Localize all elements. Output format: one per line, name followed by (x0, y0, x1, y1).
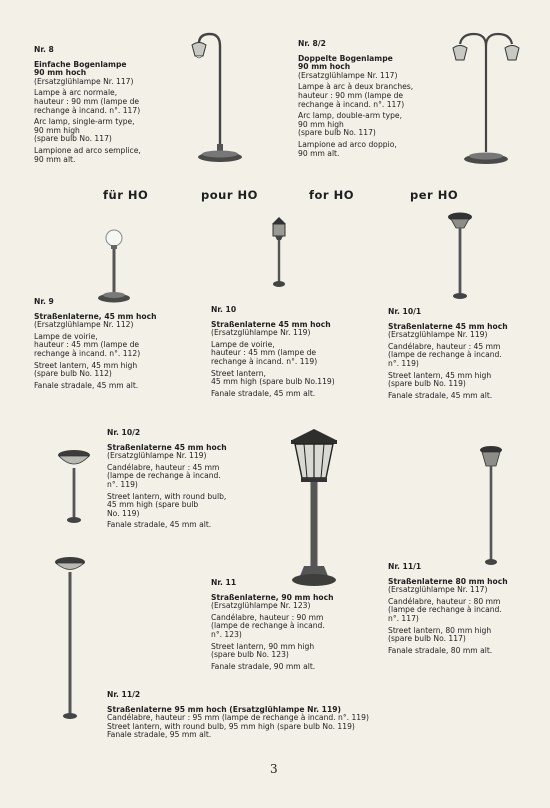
header-fuer-ho: für HO (103, 188, 149, 202)
item-nr10 (211, 306, 371, 398)
item-text: Candélabre, hauteur : 90 mm (lampe de rechange à incand. n°. 123) (211, 612, 325, 639)
item-number: Nr. 11/2 (107, 690, 141, 699)
double-arc-lamp-illustration (446, 26, 526, 166)
item-text: Street lantern, 45 mm high (spare bulb No.119) (211, 368, 335, 387)
page-number: 3 (270, 762, 278, 776)
item-number: Nr. 10/2 (107, 428, 141, 437)
item-number: Nr. 9 (34, 297, 54, 306)
single-arc-lamp-illustration (188, 28, 248, 164)
item-text: (Ersatzglühlampe Nr. 112) (34, 320, 134, 330)
item-number: Nr. 10 (211, 305, 237, 314)
item-text: Fanale stradale, 45 mm alt. (107, 520, 212, 530)
small-lantern-illustration (264, 214, 294, 290)
bulb-street-lantern-illustration (92, 226, 136, 306)
item-text: Fanale stradale, 45 mm alt. (211, 388, 316, 398)
item-text: (Ersatzglühlampe Nr. 117) (388, 585, 488, 595)
item-text: Street lantern, 45 mm high (spare bulb No. 119) (388, 370, 492, 389)
header-pour-ho: pour HO (201, 188, 258, 202)
item-title: Straßenlaterne 45 mm hoch (388, 321, 508, 331)
item-text: Fanale stradale, 80 mm alt. (388, 645, 493, 655)
item-text: Street lantern, 80 mm high (spare bulb No. 117) (388, 625, 492, 644)
item-text: Arc lamp, double-arm type, 90 mm high (spare bulb No. 117) (298, 111, 402, 138)
item-nr8 (34, 46, 194, 164)
item-title: Straßenlaterne, 90 mm hoch (211, 592, 334, 602)
item-text: (Ersatzglühlampe Nr. 117) (298, 70, 398, 80)
tall-lantern-illustration (476, 444, 506, 568)
item-nr9 (34, 298, 194, 390)
item-text: (Ersatzglühlampe Nr. 119) (388, 330, 488, 340)
item-title: Straßenlaterne 95 mm hoch (Ersatzglühlampe Nr. 119) (107, 704, 341, 714)
item-text: Fanale stradale, 45 mm alt. (34, 380, 139, 390)
item-nr10-1 (388, 308, 538, 400)
item-nr11-2 (107, 691, 437, 740)
item-title: Straßenlaterne 45 mm hoch (107, 442, 227, 452)
item-number: Nr. 8 (34, 45, 54, 54)
item-number: Nr. 8/2 (298, 39, 326, 48)
item-text: Candélabre, hauteur : 45 mm (lampe de rechange à incand. n°. 119) (388, 341, 502, 368)
item-text: (Ersatzglühlampe Nr. 119) (211, 328, 311, 338)
item-text: Lampe à arc à deux branches, hauteur : 90 mm (lampe de rechange à incand. n°. 117) (298, 82, 414, 109)
item-text: Arc lamp, single-arm type, 90 mm high (spare bulb No. 117) (34, 117, 135, 144)
item-text: Candélabre, hauteur : 45 mm (lampe de rechange à incand. n°. 119) (107, 462, 221, 489)
item-title: Straßenlaterne 45 mm hoch (211, 319, 331, 329)
item-text: Lampe de voirie, hauteur : 45 mm (lampe de rechange à incand. n°. 112) (34, 331, 141, 358)
item-nr8-2 (298, 40, 448, 158)
item-text: (Ersatzglühlampe Nr. 123) (211, 601, 311, 611)
item-text: Fanale stradale, 95 mm alt. (107, 730, 212, 740)
item-text: Candélabre, hauteur : 80 mm (lampe de rechange à incand. n°. 117) (388, 596, 502, 623)
item-text: Street lantern, with round bulb, 95 mm high (spare bulb No. 119) (107, 721, 355, 731)
item-text: (Ersatzglühlampe Nr. 119) (107, 451, 207, 461)
item-text: Street lantern, 90 mm high (spare bulb No. 123) (211, 641, 315, 660)
header-for-ho: for HO (309, 188, 354, 202)
round-bulb-lantern-illustration (54, 446, 94, 528)
large-lantern-illustration (286, 428, 342, 590)
header-per-ho: per HO (410, 188, 459, 202)
item-nr11-1 (388, 563, 538, 655)
item-text: Candélabre, hauteur : 95 mm (lampe de rechange à incand. n°. 119) (107, 713, 369, 723)
tall-round-bulb-lantern-illustration (52, 554, 88, 724)
item-title: Straßenlaterne 80 mm hoch (388, 576, 508, 586)
item-text: Street lantern, with round bulb, 45 mm high (spare bulb No. 119) (107, 491, 227, 518)
item-title: Einfache Bogenlampe 90 mm hoch (34, 59, 127, 78)
candelabra-lantern-illustration (443, 210, 477, 302)
item-text: Fanale stradale, 45 mm alt. (388, 390, 493, 400)
item-text: (Ersatzglühlampe Nr. 117) (34, 76, 134, 86)
item-text: Street lantern, 45 mm high (spare bulb No. 112) (34, 360, 138, 379)
item-number: Nr. 11 (211, 578, 237, 587)
item-nr10-2 (107, 429, 267, 530)
item-number: Nr. 11/1 (388, 562, 422, 571)
item-number: Nr. 10/1 (388, 307, 422, 316)
item-title: Straßenlaterne, 45 mm hoch (34, 311, 157, 321)
item-text: Lampione ad arco doppio, 90 mm alt. (298, 139, 397, 158)
item-text: Lampe de voirie, hauteur : 45 mm (lampe de rechange à incand. n°. 119) (211, 339, 318, 366)
item-text: Fanale stradale, 90 mm alt. (211, 661, 316, 671)
item-text: Lampe à arc normale, hauteur : 90 mm (lampe de rechange à incand. n°. 117) (34, 88, 141, 115)
item-title: Doppelte Bogenlampe 90 mm hoch (298, 53, 393, 72)
item-nr11 (211, 579, 371, 671)
item-text: Lampione ad arco semplice, 90 mm alt. (34, 145, 141, 164)
